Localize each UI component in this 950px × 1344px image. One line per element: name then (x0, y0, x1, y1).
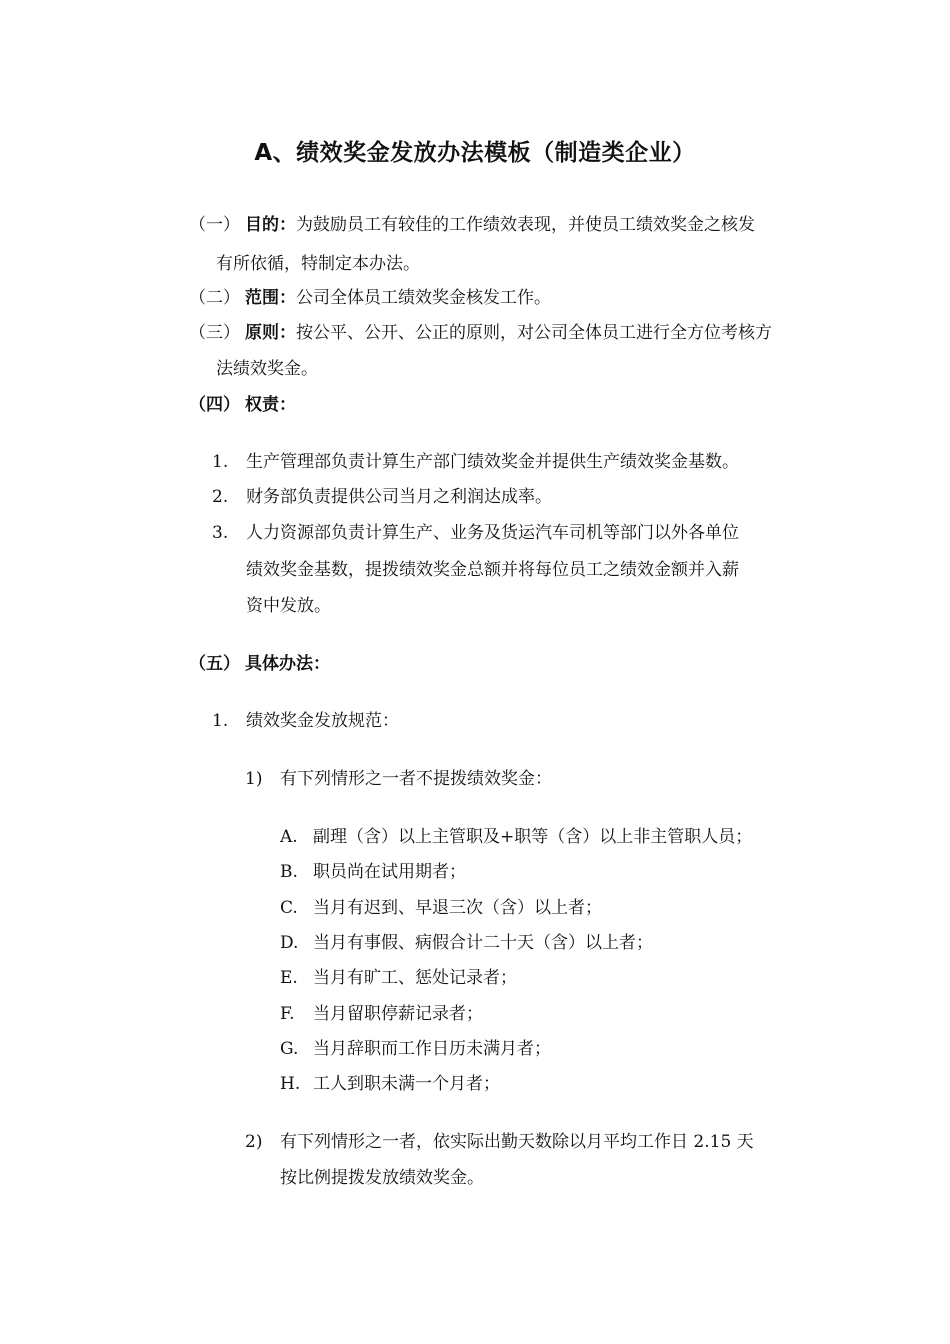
section-number: （一） (189, 215, 240, 235)
section-principle (189, 321, 772, 345)
section-text: 为鼓励员工有较佳的工作绩效表现，并使员工绩效奖金之核发 (296, 215, 755, 235)
section-label: 目的： (245, 215, 296, 235)
case-marker: G. (280, 1039, 299, 1059)
case-text: 工人到职未满一个月者； (313, 1074, 500, 1094)
list-item-text: 绩效奖金发放规范： (246, 711, 399, 731)
case-text: 副理（含）以上主管职及+职等（含）以上非主管职人员； (313, 827, 753, 847)
section-number: （二） (189, 288, 240, 308)
list-marker: 1. (212, 711, 229, 731)
list-marker: 3. (212, 523, 229, 543)
section-label: 权责： (245, 395, 296, 415)
section-label: 范围： (245, 288, 296, 308)
document-title: A、绩效奖金发放办法模板（制造类企业） (254, 140, 696, 166)
list-item-text-continued: 资中发放。 (246, 596, 331, 616)
case-marker: E. (280, 968, 298, 988)
sublist-marker: 1) (245, 769, 263, 789)
sublist-item-text: 有下列情形之一者不提拨绩效奖金： (280, 769, 552, 789)
section-label: 具体办法： (245, 654, 330, 674)
case-text: 当月留职停薪记录者； (313, 1004, 483, 1024)
case-marker: B. (280, 862, 298, 882)
section-responsibility (189, 393, 296, 417)
case-marker: F. (280, 1004, 295, 1024)
list-marker: 2. (212, 487, 229, 507)
section-methods (189, 652, 330, 676)
section-text: 按公平、公开、公正的原则，对公司全体员工进行全方位考核方 (296, 323, 772, 343)
list-item-text: 生产管理部负责计算生产部门绩效奖金并提供生产绩效奖金基数。 (246, 452, 739, 472)
list-marker: 1. (212, 452, 229, 472)
case-marker: D. (280, 933, 299, 953)
list-item-text: 财务部负责提供公司当月之利润达成率。 (246, 487, 552, 507)
case-marker: A. (280, 827, 298, 847)
sublist-marker: 2) (245, 1132, 263, 1152)
case-text: 职员尚在试用期者； (313, 862, 466, 882)
sublist-item-text: 有下列情形之一者，依实际出勤天数除以月平均工作日 2.15 天 (280, 1132, 754, 1152)
list-item-text-continued: 绩效奖金基数，提拨绩效奖金总额并将每位员工之绩效金额并入薪 (246, 560, 739, 580)
section-number: （四） (189, 395, 240, 415)
section-number: （三） (189, 323, 240, 343)
section-text: 公司全体员工绩效奖金核发工作。 (296, 288, 551, 308)
list-item-text: 人力资源部负责计算生产、业务及货运汽车司机等部门以外各单位 (246, 523, 739, 543)
section-purpose (189, 213, 755, 237)
section-number: （五） (189, 654, 240, 674)
case-text: 当月有旷工、惩处记录者； (313, 968, 517, 988)
section-text-continued: 法绩效奖金。 (216, 359, 318, 379)
section-text-continued: 有所依循，特制定本办法。 (216, 254, 420, 274)
case-text: 当月辞职而工作日历未满月者； (313, 1039, 551, 1059)
case-marker: H. (280, 1074, 301, 1094)
case-text: 当月有迟到、早退三次（含）以上者； (313, 898, 602, 918)
case-marker: C. (280, 898, 298, 918)
section-scope (189, 286, 551, 310)
section-label: 原则： (245, 323, 296, 343)
case-text: 当月有事假、病假合计二十天（含）以上者； (313, 933, 653, 953)
sublist-item-text-continued: 按比例提拨发放绩效奖金。 (280, 1168, 484, 1188)
